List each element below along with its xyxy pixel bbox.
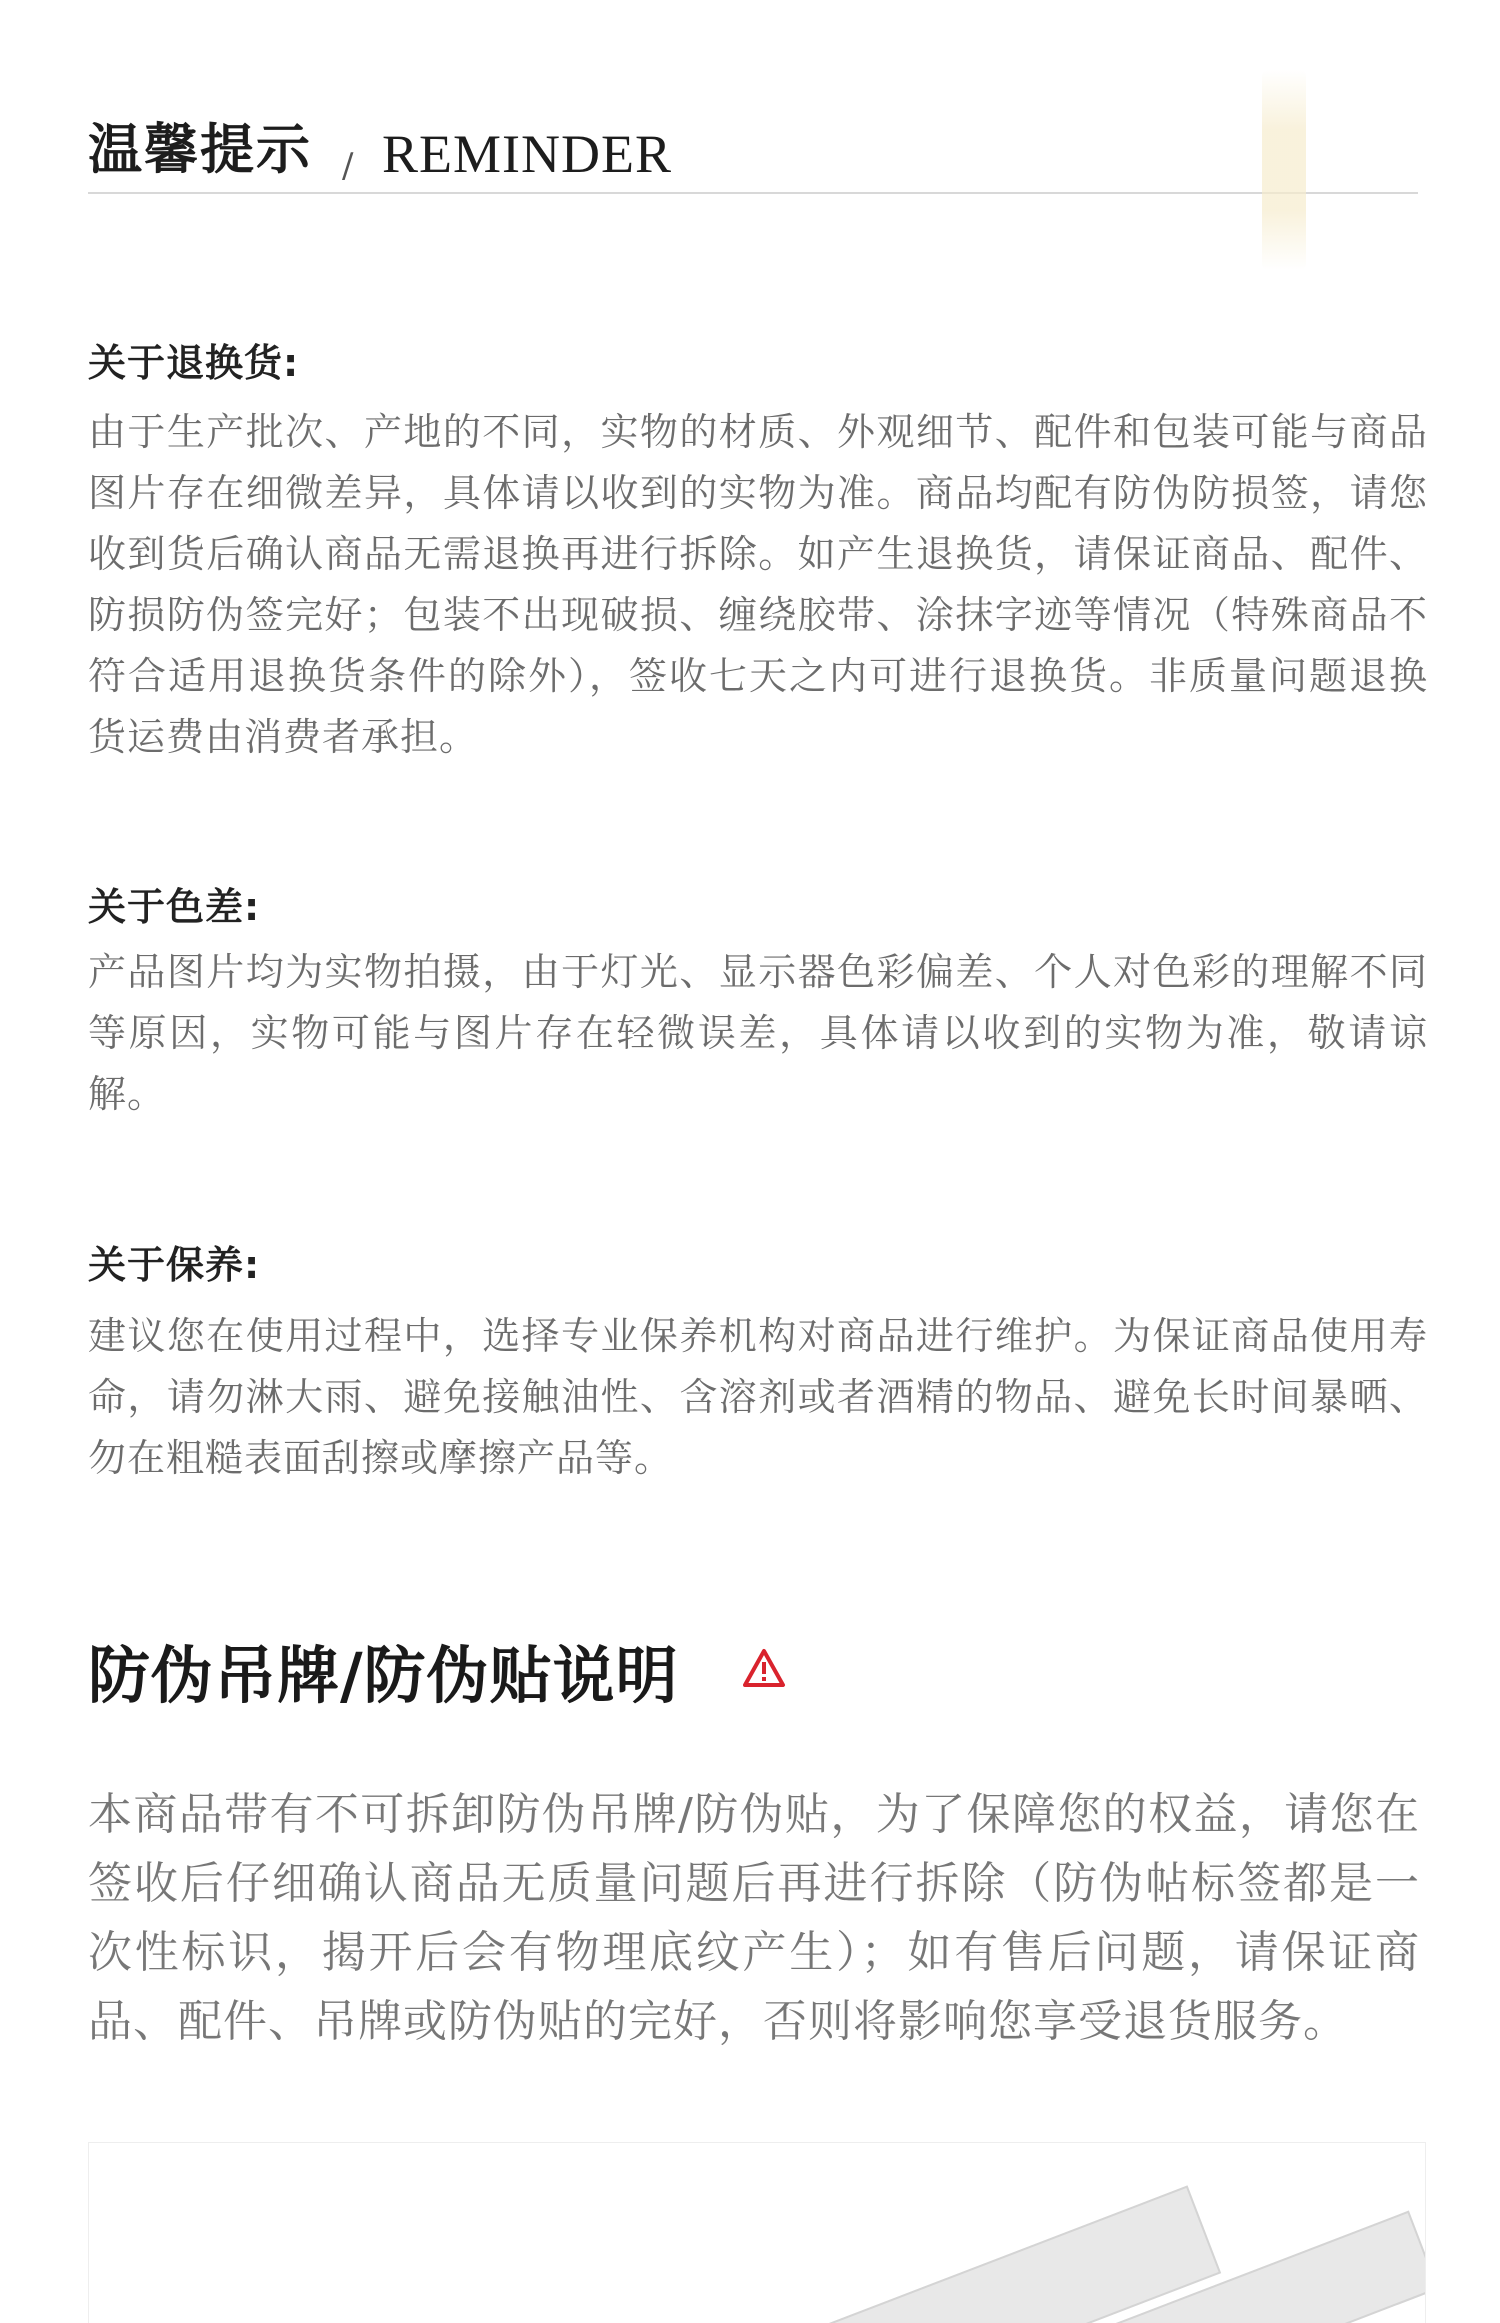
section-body-returns: 由于生产批次、产地的不同，实物的材质、外观细节、配件和包装可能与商品图片存在细微差异，具体请以收到的实物为准。商品均配有防伪防损签，请您收到货后确认商品无需退换再进行拆除。如产生退换货，请保证商品、配件、防损防伪签完好；包装不出现破损、缠绕胶带、涂抹字迹等情况（特殊商品不符合适用退换货条件的除外），签收七天之内可进行退换货。非质量问题退换货运费由消费者承担。 <box>88 410 1428 759</box>
anti-counterfeit-body: 本商品带有不可拆卸防伪吊牌/防伪贴，为了保障您的权益，请您在签收后仔细确认商品无质量问题后再进行拆除（防伪帖标签都是一次性标识，揭开后会有物理底纹产生）；如有售后问题，请保证商品、配件、吊牌或防伪贴的完好，否则将影响您享受退货服务。 <box>88 1789 1420 2047</box>
header-title-cn: 温馨提示 <box>88 118 312 181</box>
section-body-color-difference: 产品图片均为实物拍摄，由于灯光、显示器色彩偏差、个人对色彩的理解不同等原因，实物可能与图片存在轻微误差，具体请以收到的实物为准，敬请谅解。 <box>88 950 1428 1116</box>
warning-icon <box>742 1648 786 1688</box>
section-body-care: 建议您在使用过程中，选择专业保养机构对商品进行维护。为保证商品使用寿命，请勿淋大雨、避免接触油性、含溶剂或者酒精的物品、避免长时间暴晒、勿在粗糙表面刮擦或摩擦产品等。 <box>88 1314 1428 1480</box>
header-title-en: REMINDER <box>382 124 672 184</box>
reminder-header <box>88 118 1418 194</box>
tag-photo <box>88 2142 1426 2323</box>
seal-decoration <box>1262 70 1306 270</box>
anti-counterfeit-tag-image <box>829 2185 1221 2323</box>
section-title-color-difference: 关于色差: <box>88 885 261 929</box>
section-title-care: 关于保养: <box>88 1243 261 1287</box>
anti-counterfeit-title: 防伪吊牌/防伪贴说明 <box>88 1639 679 1712</box>
header-slash: / <box>342 146 354 186</box>
section-title-returns: 关于退换货: <box>88 341 300 385</box>
